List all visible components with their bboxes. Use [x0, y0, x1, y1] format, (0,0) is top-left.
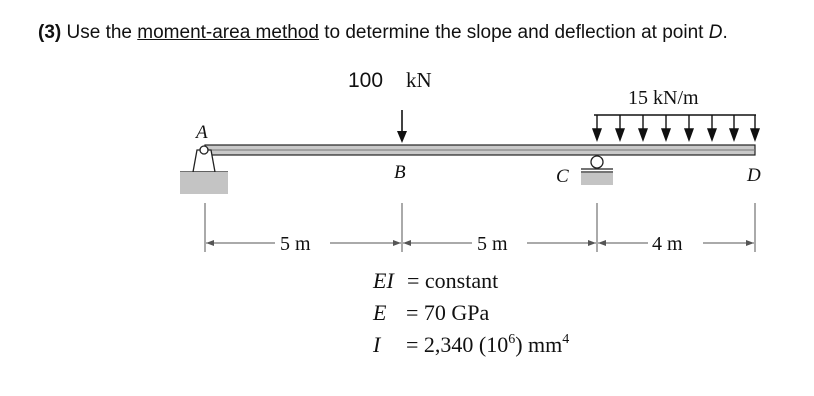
- e-label: E: [373, 300, 387, 325]
- dimension-bc: [403, 233, 596, 255]
- problem-number: (3): [38, 22, 62, 43]
- dimension-ab: [206, 233, 401, 255]
- ei-label: EI: [373, 268, 394, 293]
- beam: [205, 145, 755, 155]
- point-label-a: A: [196, 122, 208, 143]
- i-unit-exponent: 4: [562, 332, 570, 347]
- roller-support-c: [581, 156, 613, 185]
- dimension-cd: [598, 233, 754, 255]
- point-load-unit: kN: [406, 68, 432, 92]
- material-properties: [372, 268, 569, 357]
- dimension-cd-label: 4 m: [652, 233, 683, 255]
- dimension-ab-label: 5 m: [280, 233, 311, 255]
- point-load-value: 100: [348, 69, 384, 92]
- i-close: ) mm: [515, 332, 563, 357]
- problem-text-middle: to determine the slope and deflection at point: [324, 22, 704, 43]
- point-load-arrow: [397, 110, 407, 143]
- ei-value: = constant: [407, 268, 499, 293]
- problem-text-end: .: [722, 22, 728, 43]
- i-label: I: [373, 332, 381, 357]
- point-label-d: D: [747, 165, 761, 186]
- problem-text-before: Use the: [66, 22, 132, 43]
- dimension-bc-label: 5 m: [477, 233, 508, 255]
- point-label-b: B: [394, 162, 406, 183]
- i-exponent: 6: [508, 332, 516, 347]
- i-value: = 2,340 (10: [406, 332, 509, 357]
- distributed-load-arrows: [593, 115, 759, 140]
- e-value: = 70 GPa: [406, 300, 490, 325]
- i-line: [372, 332, 569, 357]
- distributed-load-label: 15 kN/m: [628, 87, 699, 109]
- point-label-c: C: [556, 166, 569, 187]
- problem-point: D: [708, 22, 723, 43]
- problem-method: moment-area method: [137, 22, 319, 43]
